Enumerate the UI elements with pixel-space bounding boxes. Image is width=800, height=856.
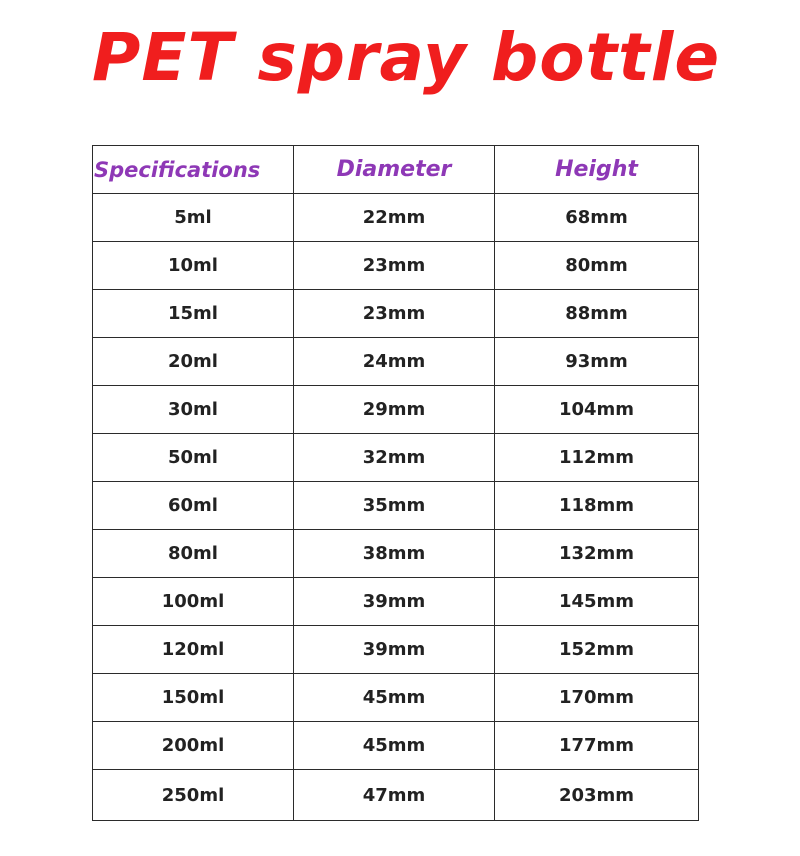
- cell-height: 68mm: [495, 194, 699, 242]
- table-row: [93, 482, 699, 530]
- table-row: [93, 770, 699, 821]
- table-body: [93, 194, 699, 821]
- table-row: [93, 530, 699, 578]
- cell-height: 88mm: [495, 290, 699, 338]
- cell-diameter: 22mm: [294, 194, 495, 242]
- table-row: [93, 242, 699, 290]
- cell-height: 145mm: [495, 578, 699, 626]
- cell-diameter: 47mm: [294, 770, 495, 821]
- table-row: [93, 338, 699, 386]
- table-row: [93, 194, 699, 242]
- cell-diameter: 23mm: [294, 242, 495, 290]
- cell-diameter: 32mm: [294, 434, 495, 482]
- cell-diameter: 39mm: [294, 578, 495, 626]
- table-header: [93, 146, 699, 194]
- cell-diameter: 24mm: [294, 338, 495, 386]
- cell-diameter: 35mm: [294, 482, 495, 530]
- table-row: [93, 290, 699, 338]
- cell-height: 177mm: [495, 722, 699, 770]
- cell-height: 203mm: [495, 770, 699, 821]
- header-row: [93, 146, 699, 194]
- cell-specification: 150ml: [93, 674, 294, 722]
- cell-diameter: 39mm: [294, 626, 495, 674]
- table-row: [93, 386, 699, 434]
- cell-specification: 5ml: [93, 194, 294, 242]
- cell-height: 93mm: [495, 338, 699, 386]
- cell-specification: 50ml: [93, 434, 294, 482]
- header-height: Height: [495, 146, 699, 194]
- cell-height: 104mm: [495, 386, 699, 434]
- table-row: [93, 626, 699, 674]
- cell-diameter: 29mm: [294, 386, 495, 434]
- cell-specification: 20ml: [93, 338, 294, 386]
- cell-specification: 100ml: [93, 578, 294, 626]
- header-specifications: Specifications: [93, 146, 294, 194]
- cell-diameter: 38mm: [294, 530, 495, 578]
- cell-height: 132mm: [495, 530, 699, 578]
- cell-height: 80mm: [495, 242, 699, 290]
- cell-specification: 10ml: [93, 242, 294, 290]
- cell-diameter: 45mm: [294, 722, 495, 770]
- page-title: PET spray bottle: [92, 19, 721, 96]
- table-row: [93, 434, 699, 482]
- cell-height: 152mm: [495, 626, 699, 674]
- spec-table: [92, 145, 699, 821]
- cell-specification: 80ml: [93, 530, 294, 578]
- table-row: [93, 674, 699, 722]
- cell-specification: 60ml: [93, 482, 294, 530]
- cell-diameter: 45mm: [294, 674, 495, 722]
- table-row: [93, 578, 699, 626]
- cell-height: 118mm: [495, 482, 699, 530]
- cell-height: 170mm: [495, 674, 699, 722]
- cell-height: 112mm: [495, 434, 699, 482]
- cell-specification: 120ml: [93, 626, 294, 674]
- header-diameter: Diameter: [294, 146, 495, 194]
- table-row: [93, 722, 699, 770]
- cell-specification: 200ml: [93, 722, 294, 770]
- cell-specification: 250ml: [93, 770, 294, 821]
- cell-specification: 15ml: [93, 290, 294, 338]
- cell-diameter: 23mm: [294, 290, 495, 338]
- cell-specification: 30ml: [93, 386, 294, 434]
